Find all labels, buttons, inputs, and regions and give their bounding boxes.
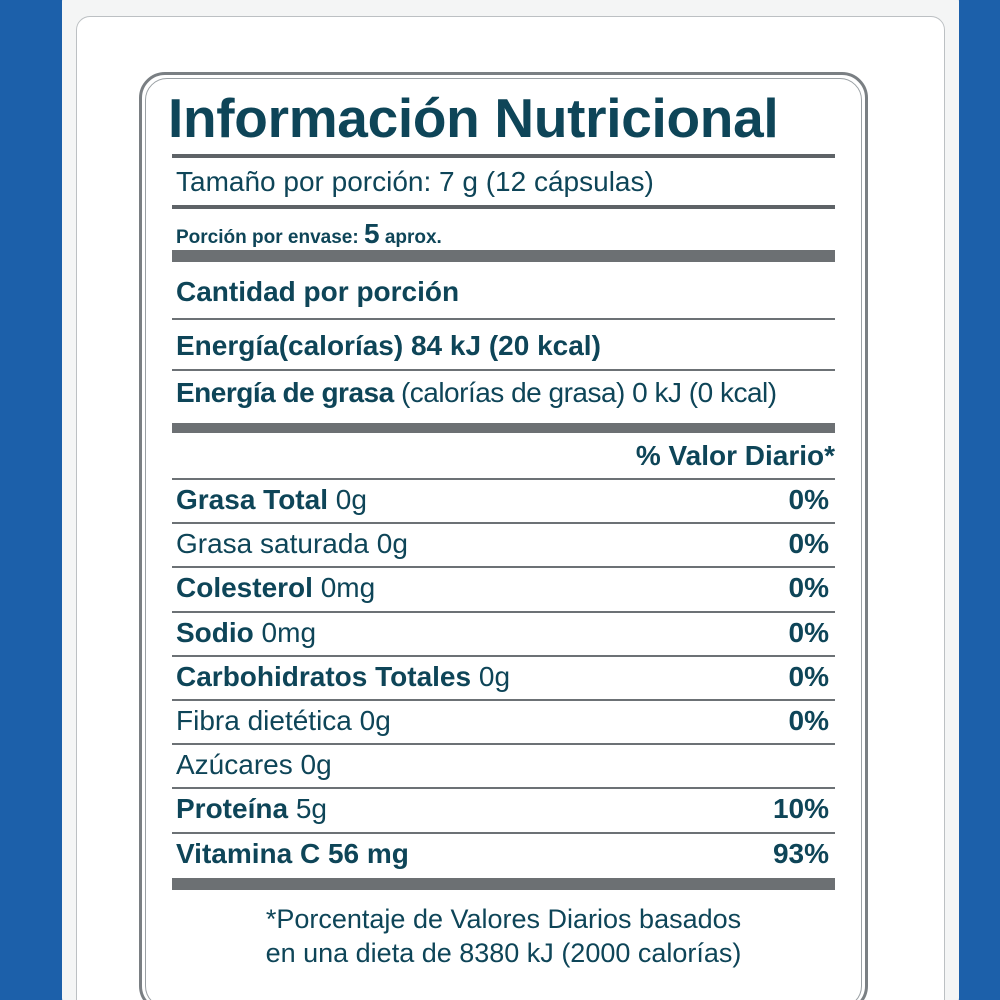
nutrient-amount: 0mg <box>320 572 376 604</box>
divider <box>172 369 835 371</box>
nutrient-amount: 5g <box>295 793 327 825</box>
nutrient-amount: 0g <box>376 528 408 560</box>
serving-size: Tamaño por porción: 7 g (12 cápsulas) <box>176 166 654 197</box>
nutrient-name <box>176 749 332 781</box>
nutrient-daily-value: 0% <box>788 572 829 604</box>
footnote-line-1: *Porcentaje de Valores Diarios basados <box>265 904 742 934</box>
divider <box>172 318 835 320</box>
nutrient-label: Carbohidratos Totales <box>176 660 472 692</box>
fat-energy <box>176 377 777 409</box>
label-title: Información Nutricional <box>168 87 779 149</box>
nutrient-row <box>172 700 835 744</box>
nutrient-name <box>176 793 327 825</box>
footnote-line-2: en una dieta de 8380 kJ (2000 calorías) <box>265 938 742 968</box>
divider <box>172 205 835 209</box>
nutrient-label: Colesterol <box>176 572 313 604</box>
nutrient-row <box>172 612 835 656</box>
nutrient-label: Vitamina C <box>176 837 321 869</box>
nutrient-daily-value: 10% <box>772 793 829 825</box>
servings-per-container-suffix: aprox. <box>384 227 442 248</box>
nutrient-name <box>176 838 409 870</box>
footnote <box>172 902 835 970</box>
nutrient-row <box>172 788 835 832</box>
nutrient-daily-value: 0% <box>788 616 829 648</box>
nutrient-row <box>172 656 835 700</box>
nutrient-daily-value: 0% <box>788 484 829 515</box>
nutrient-daily-value: 0% <box>788 528 829 560</box>
nutrient-amount: 0g <box>359 705 391 736</box>
nutrient-label: Fibra dietética <box>176 705 352 736</box>
nutrient-row <box>172 744 835 788</box>
fat-energy-label: Energía de grasa <box>176 377 394 408</box>
nutrient-daily-value: 0% <box>788 660 829 692</box>
thick-divider <box>172 878 835 890</box>
nutrient-label: Grasa Total <box>176 484 328 515</box>
nutrient-daily-value: 0% <box>788 705 829 736</box>
servings-per-container-label: Porción por envase: <box>176 227 359 248</box>
nutrient-amount: 0g <box>300 749 332 781</box>
nutrient-label: Grasa saturada <box>176 528 369 560</box>
nutrient-row <box>172 523 835 567</box>
energy-calories: Energía(calorías) 84 kJ (20 kcal) <box>176 330 601 361</box>
nutrient-amount: 0g <box>478 660 511 692</box>
nutrient-amount: 56 mg <box>327 837 409 869</box>
nutrient-label: Azúcares <box>176 749 293 781</box>
nutrient-label: Sodio <box>176 616 254 648</box>
servings-per-container-value: 5 <box>363 218 380 249</box>
nutrient-name <box>176 484 367 516</box>
nutrient-row <box>172 479 835 523</box>
nutrient-label: Proteína <box>176 793 289 825</box>
thick-divider <box>172 423 835 433</box>
servings-per-container <box>176 218 442 250</box>
thick-divider <box>172 250 835 262</box>
fat-energy-value: (calorías de grasa) 0 kJ (0 kcal) <box>400 377 777 408</box>
nutrient-name <box>176 661 510 693</box>
nutrient-daily-value: 93% <box>772 837 829 869</box>
nutrient-name <box>176 572 375 604</box>
nutrient-name <box>176 528 408 560</box>
nutrient-amount: 0mg <box>261 616 317 648</box>
nutrient-row <box>172 833 835 877</box>
nutrient-amount: 0g <box>335 484 367 515</box>
amount-per-serving: Cantidad por porción <box>176 276 460 307</box>
daily-value-header: % Valor Diario* <box>635 440 835 471</box>
nutrient-name <box>176 617 316 649</box>
divider <box>172 154 835 158</box>
nutrient-row <box>172 567 835 611</box>
nutrient-name <box>176 705 391 737</box>
